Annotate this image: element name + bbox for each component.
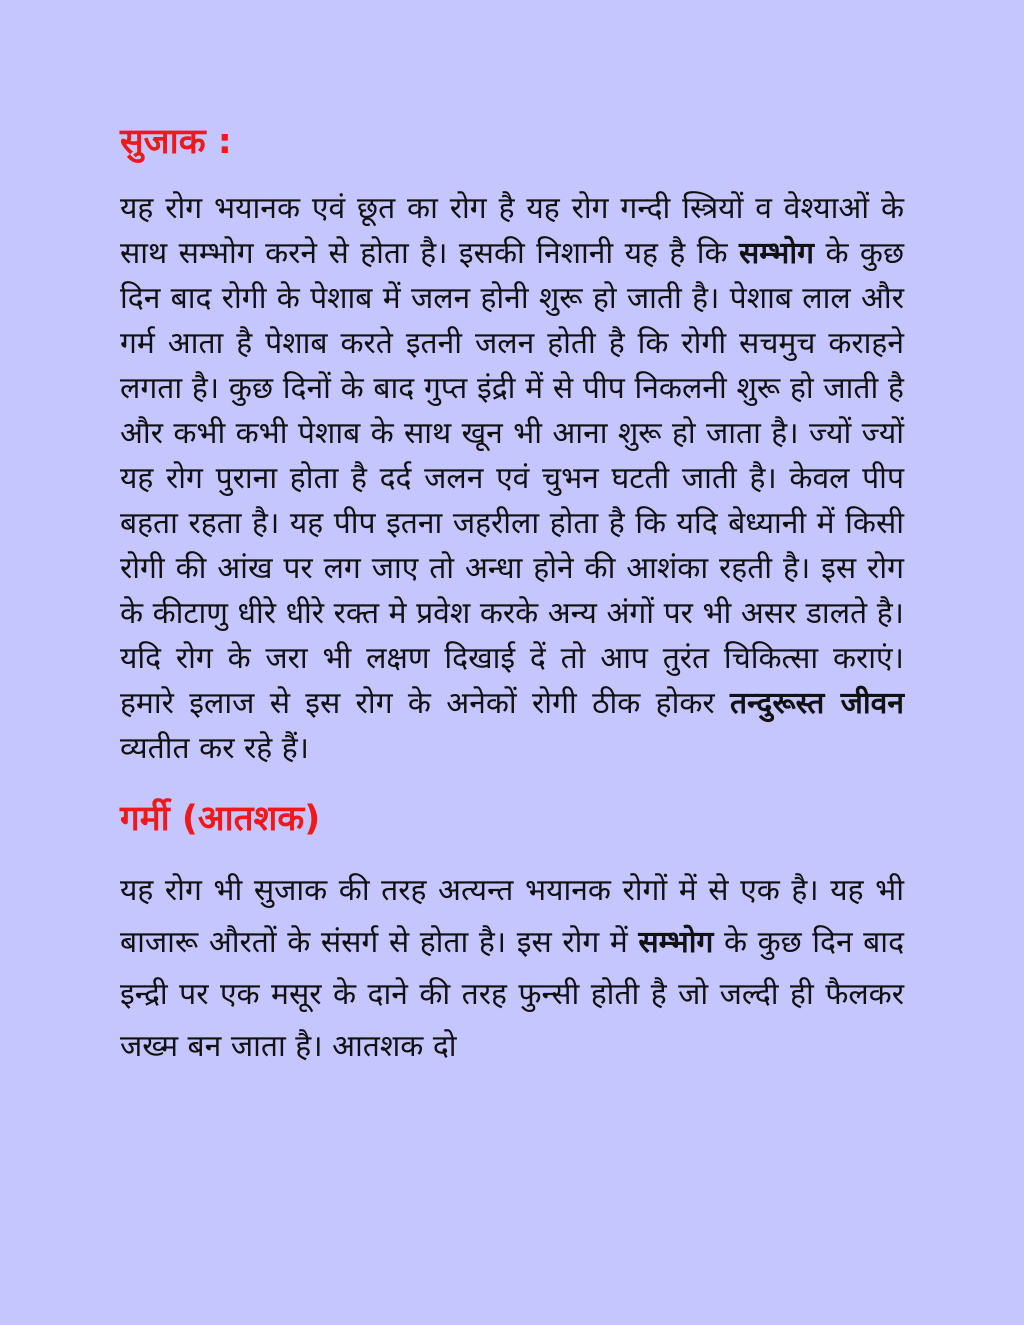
heading-parenthetical: (आतशक) xyxy=(181,799,321,839)
bold-term: सम्भोग xyxy=(738,236,815,271)
paragraph-text: यह रोग भी सुजाक की तरह अत्यन्त भयानक रोगों में से एक है। यह भी बाजारू औरतों के संसर्ग से होता है। इस रोग में xyxy=(120,873,904,960)
bold-term: तन्दुरूस्त जीवन xyxy=(730,686,905,721)
paragraph-sujak xyxy=(120,186,904,771)
section-heading-sujak xyxy=(120,120,904,164)
document-content xyxy=(120,120,904,1073)
section-heading-garmi xyxy=(120,797,904,841)
bold-term: सम्भोग xyxy=(638,925,714,960)
heading-text: गर्मी xyxy=(120,799,170,839)
paragraph-text: यह रोग भयानक एवं छूत का रोग है यह रोग गन्दी स्त्रियों व वेश्याओं के साथ सम्भोग करने से होता है। इसकी निशानी यह है कि xyxy=(120,191,904,271)
paragraph-text: के कुछ दिन बाद रोगी के पेशाब में जलन होनी शुरू हो जाती है। पेशाब लाल और गर्म आता है पेशाब करते इतनी जलन होती है कि रोगी सचमुच कराहने लगता है। कुछ दिनों के बाद गुप्त इंद्री में से पीप निकलनी शुरू हो जाती है और कभी कभी पेशाब के साथ खून भी आना शुरू हो जाता है। ज्यों ज्यों यह रोग पुराना होता है दर्द जलन एवं चुभन घटती जाती है। केवल पीप बहता रहता है। यह पीप इतना जहरीला होता है कि यदि बेध्यानी में किसी रोगी की आंख पर लग जाए तो अन्धा होने की आशंका रहती है। इस रोग के कीटाणु धीरे धीरे रक्त मे प्रवेश करके अन्य अंगों पर भी असर डालते है। यदि रोग के जरा भी लक्षण दिखाई दें तो आप तुरंत चिकित्सा कराएं। हमारे इलाज से इस रोग के अनेकों रोगी ठीक होकर xyxy=(120,236,904,721)
heading-text: सुजाक : xyxy=(120,122,232,162)
paragraph-text: व्यतीत कर रहे हैं। xyxy=(120,731,310,766)
paragraph-garmi xyxy=(120,865,904,1073)
paragraph-text: के कुछ दिन बाद इन्द्री पर एक मसूर के दाने की तरह फुन्सी होती है जो जल्दी ही फैलकर जख्म बन जाता है। आतशक दो xyxy=(120,925,905,1064)
